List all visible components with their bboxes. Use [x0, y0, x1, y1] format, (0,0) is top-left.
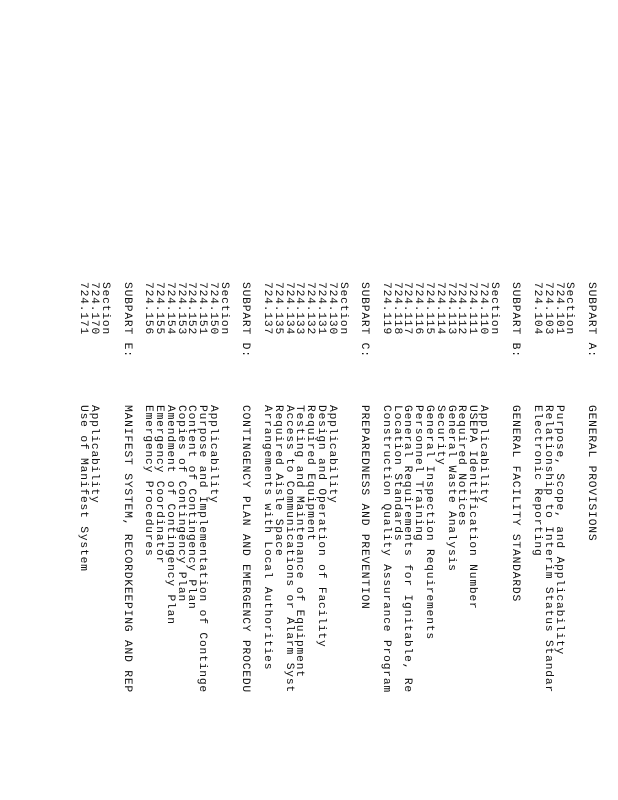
- section-title: Applicability: [477, 405, 489, 504]
- section-title: Location Standards: [390, 405, 403, 542]
- section-title: Personnel Training: [412, 405, 425, 542]
- section-title: Relationship to Interim Status Standar: [541, 405, 554, 694]
- section-number: 724.155: [153, 282, 165, 336]
- section-title: USEPA Identification Number: [466, 405, 479, 610]
- section-title: Purpose, Scope, and Applicability: [552, 405, 565, 656]
- section-number: 724.103: [541, 282, 554, 336]
- section-title: General Waste Analysis: [444, 405, 457, 572]
- section-title: Amendment of Contingency Plan: [163, 405, 176, 625]
- subpart-title: MANIFEST SYSTEM, RECORDKEEPING AND REP: [120, 405, 133, 694]
- section-title: General Requirements for Ignitable, Re: [401, 405, 414, 694]
- section-title: Emergency Coordinator: [153, 405, 165, 565]
- subpart-label: SUBPART A:: [585, 282, 597, 358]
- section-number: 724.133: [293, 282, 306, 336]
- section-number: 724.101: [552, 282, 565, 336]
- subpart-label: SUBPART B:: [509, 282, 522, 358]
- section-number: 724.153: [174, 282, 187, 336]
- section-number: 724.134: [282, 282, 295, 336]
- section-title: Access to Communications or Alarm Syst: [282, 405, 295, 694]
- section-header: Section: [217, 282, 230, 336]
- section-title: Emergency Procedures: [142, 405, 155, 557]
- subpart-label: SUBPART E:: [120, 282, 133, 358]
- section-title: Required Notices: [455, 405, 468, 527]
- section-title: Required Equipment: [304, 405, 317, 542]
- section-number: 724.150: [207, 282, 219, 336]
- section-number: 724.118: [390, 282, 403, 336]
- subpart-label: SUBPART C:: [358, 282, 371, 358]
- section-title: Arrangements with Local Authorities: [261, 405, 273, 671]
- section-number: 724.104: [531, 282, 543, 336]
- section-title: Electronic Reporting: [531, 405, 543, 557]
- section-title: Applicability: [207, 405, 219, 504]
- section-number: 724.132: [304, 282, 317, 336]
- section-title: Use of Manifest System: [77, 405, 90, 572]
- section-number: 724.116: [412, 282, 425, 336]
- section-title: Security: [433, 405, 446, 466]
- section-number: 724.112: [455, 282, 468, 336]
- section-title: Construction Quality Assurance Program: [379, 405, 392, 694]
- section-number: 724.171: [77, 282, 90, 336]
- section-number: 724.119: [379, 282, 392, 336]
- section-number: 724.114: [433, 282, 446, 336]
- section-title: Copies of Contingency Plan: [174, 405, 187, 603]
- section-number: 724.113: [444, 282, 457, 336]
- section-header: Section: [99, 282, 111, 336]
- section-title: Design and Operation of Facility: [315, 405, 327, 648]
- section-header: Section: [563, 282, 576, 336]
- subpart-title: PREPAREDNESS AND PREVENTION: [358, 405, 371, 610]
- section-number: 724.131: [315, 282, 327, 336]
- section-number: 724.115: [423, 282, 435, 336]
- section-number: 724.111: [466, 282, 479, 336]
- section-header: Section: [336, 282, 349, 336]
- section-title: General Inspection Requirements: [423, 405, 435, 640]
- section-title: Applicability: [88, 405, 101, 504]
- section-number: 724.110: [477, 282, 489, 336]
- subpart-title: GENERAL FACILITY STANDARDS: [509, 405, 522, 603]
- section-number: 724.152: [185, 282, 198, 336]
- section-number: 724.170: [88, 282, 101, 336]
- section-number: 724.135: [271, 282, 284, 336]
- section-title: Testing and Maintenance of Equipment: [293, 405, 306, 678]
- section-header: Section: [487, 282, 500, 336]
- section-title: Content of Contingency Plan: [185, 405, 198, 610]
- section-number: 724.117: [401, 282, 414, 336]
- subpart-label: SUBPART D:: [239, 282, 252, 358]
- section-number: 724.156: [142, 282, 155, 336]
- section-number: 724.154: [163, 282, 176, 336]
- section-number: 724.130: [325, 282, 338, 336]
- section-title: Purpose and Implementation of Continge: [196, 405, 209, 694]
- section-title: Applicability: [325, 405, 338, 504]
- section-title: Required Aisle Space: [271, 405, 284, 557]
- section-number: 724.137: [261, 282, 273, 336]
- subpart-title: GENERAL PROVISIONS: [585, 405, 597, 542]
- section-number: 724.151: [196, 282, 209, 336]
- subpart-title: CONTINGENCY PLAN AND EMERGENCY PROCEDU: [239, 405, 252, 694]
